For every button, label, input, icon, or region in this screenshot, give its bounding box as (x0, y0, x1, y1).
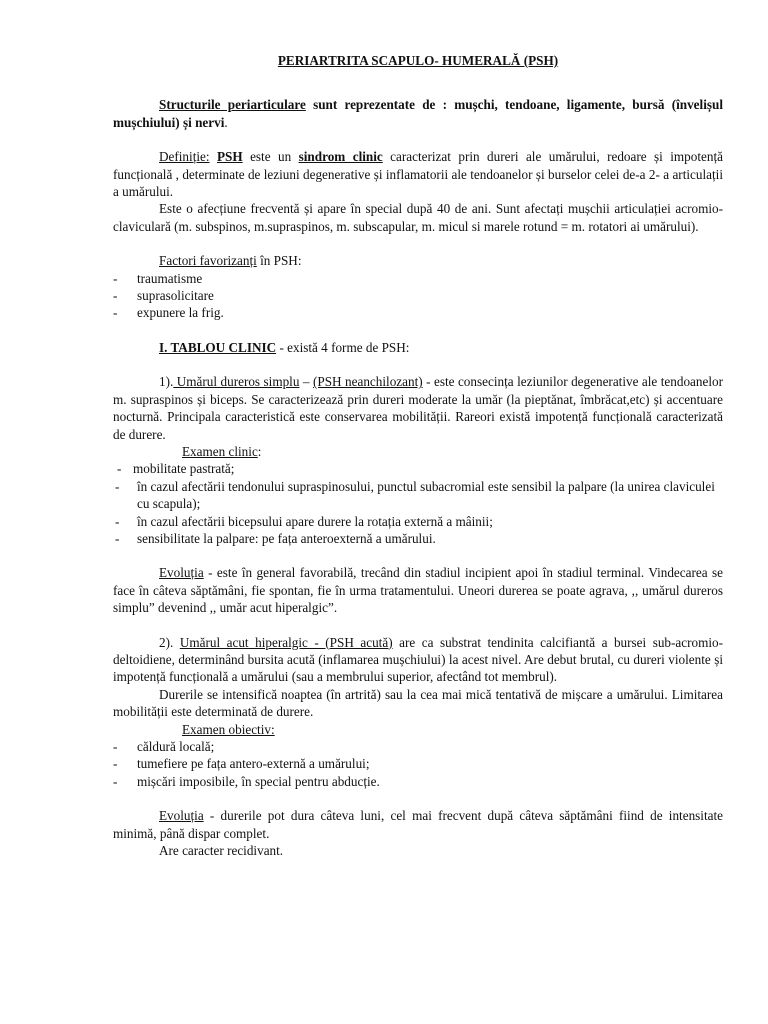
factors-label: Factori favorizanți (159, 253, 257, 269)
form1-exam-label: Examen clinic: (182, 443, 262, 459)
definition-paragraph-2: Este o afecțiune frecventă și apare în special după 40 de ani. Sunt afectați mușchii articulației acromio-claviculară (m. subspinos, m.supraspinos, m. subscapular, m. micul si marele rotund = m. rotatori ai umărului). (113, 201, 723, 234)
list-item: - expunere la frig. (113, 305, 224, 321)
form1-name: Umărul dureros simplu (173, 374, 300, 390)
form2-exam-label: Examen obiectiv: (182, 721, 275, 737)
form2-evo-label: Evoluția (159, 808, 204, 824)
definition-term: sindrom clinic (298, 149, 383, 165)
factors-list (113, 270, 723, 322)
list-item: - în cazul afectării tendonului supraspinosului, punctul subacromial este sensibil la palpare (la unirea claviculei cu scapula); (115, 478, 715, 512)
factors-heading: Factori favorizanți în PSH: (159, 253, 302, 269)
form2-recurrence: Are caracter recidivant. (159, 843, 284, 859)
definition-paragraph: Definiție: PSH este un sindrom clinic caracterizat prin dureri ale umărului, redoare și impotență funcțională , determinate de leziuni degenerative și inflamatorii ale tendoanelor și burselor celei de-a 2- a articulații a umărului. (113, 149, 723, 200)
list-item: - mobilitate pastrată; (117, 461, 235, 477)
form2-paragraph-2: Durerile se intensifică noaptea (în artrită) sau la cea mai mică tentativă de mișcare a umărului. Limitarea mobilității este determinată de durere. (113, 686, 723, 720)
form1-paragraph: 1). Umărul dureros simplu – (PSH neanchilozant) - este consecința leziunilor degenerative ale tendoanelor m. supraspinos și biceps. Se caracterizează prin dureri moderate la umăr (la pieptănat, îmbrăcat,etc) și accentuare nocturnă. Principala caracteristică este conservarea mobilității. Rareori există impotență funcțională caracterizată de durere. (113, 374, 723, 442)
list-item: - tumefiere pe fața antero-externă a umărului; (113, 756, 370, 772)
form2-paragraph: 2). Umărul acut hiperalgic - (PSH acută) are ca substrat tendinita calcifiantă a bursei sub-acromio-deltoidiene, determinând bursita acută (inflamarea mușchiului) la acest nivel. Are debut brutal, cu dureri violente și impotență funcțională a umărului (sau a membrului superior, afectând tot membrul). (113, 634, 724, 685)
list-item: - suprasolicitare (113, 288, 214, 304)
intro-end: . (224, 114, 228, 130)
list-item: - căldură locală; (113, 739, 215, 754)
document-title: PERIARTRITA SCAPULO- HUMERALĂ (PSH) (277, 53, 559, 68)
form2-exam-list (113, 738, 723, 790)
form2-evolution: Evoluția - durerile pot dura câteva luni, cel mai frecvent după câteva săptămâni fiind de intensitate minimă, până dispar complet. (113, 808, 723, 841)
form1-alt: (PSH neanchilozant) (312, 374, 423, 390)
form2-name: Umărul acut hiperalgic - (PSH acută) (179, 634, 393, 650)
form1-evolution: Evoluția - este în general favorabilă, trecând din stadiul incipient apoi în stadiul terminal. Vindecarea se face în câteva săptămâni, fie spontan, fie în urma tratamentului. Uneori durerea se poate agrava, ,, umărul dureros simplu” devenind ,, umăr acut hiperalgic”. (113, 565, 723, 616)
list-item: - mișcări imposibile, în special pentru abducție. (113, 773, 380, 789)
form1-evo-label: Evoluția (159, 565, 204, 581)
tablou-title: I. TABLOU CLINIC (159, 339, 277, 355)
tablou-heading: I. TABLOU CLINIC - există 4 forme de PSH: (159, 339, 410, 355)
form1-exam-list (113, 460, 723, 547)
definition-psh: PSH (216, 149, 243, 165)
list-item: - în cazul afectării bicepsului apare durere la rotația externă a mâinii; (115, 513, 493, 529)
list-item: - sensibilitate la palpare: pe fața anteroexternă a umărului. (115, 530, 436, 546)
list-item: - traumatisme (113, 270, 203, 286)
intro-paragraph (113, 96, 723, 131)
document-page (113, 52, 723, 859)
intro-lead: Structurile periarticulare (159, 97, 306, 113)
definition-label: Definiție: (159, 149, 210, 165)
intro-text: sunt reprezentate de : mușchi, tendoane, ligamente, bursă (învelișul mușchiului) și nervi (113, 97, 723, 130)
